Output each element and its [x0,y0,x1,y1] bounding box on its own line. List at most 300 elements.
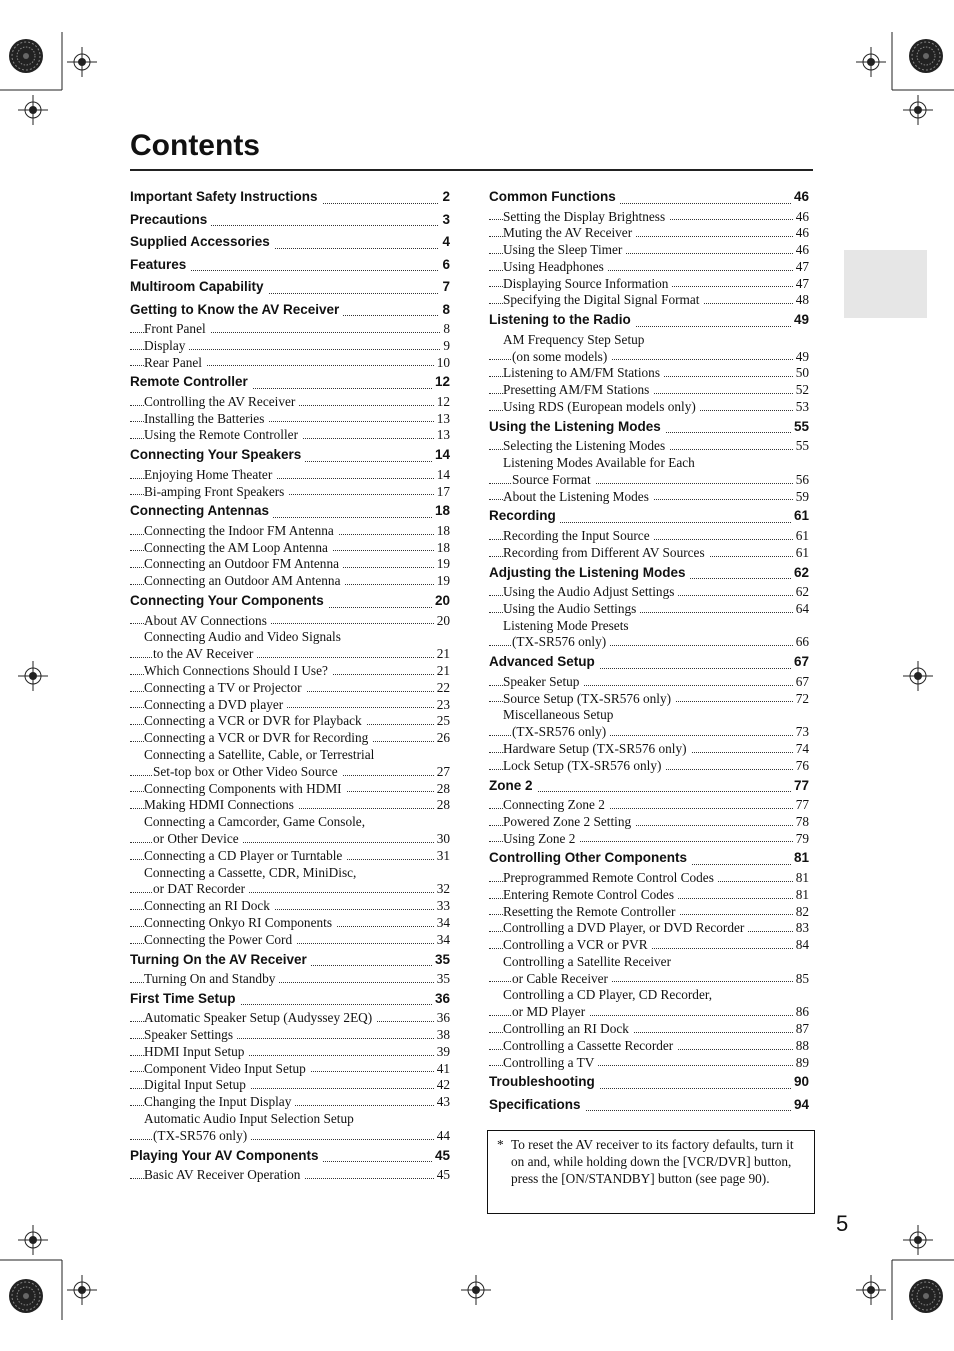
toc-subentry [130,971,450,988]
toc-entry-title: Digital Input Setup [144,1077,250,1092]
toc-subentry [130,394,450,411]
toc-entry-title: Recording [489,508,560,523]
toc-subentry [489,489,809,506]
toc-entry-page: 25 [434,713,450,730]
toc-subentry [489,242,809,259]
toc-entry-title: Front Panel [144,321,210,336]
toc-section-entry [489,416,809,439]
toc-section-entry [489,651,809,674]
toc-entry-title: Zone 2 [489,778,537,793]
toc-entry-title: Using the Audio Settings [503,601,640,616]
toc-section-entry [489,847,809,870]
toc-subentry [130,1027,450,1044]
toc-section-entry [489,309,809,332]
toc-section-entry [130,590,450,613]
toc-section-entry [130,254,450,277]
toc-subentry [489,831,809,848]
toc-entry-title: Connecting a CD Player or Turntable [144,848,346,863]
toc-entry-title: Connecting the AM Loop Antenna [144,540,332,555]
toc-entry-page: 18 [434,523,450,540]
toc-entry-title: Hardware Setup (TX-SR576 only) [503,741,691,756]
toc-subentry [489,584,809,601]
toc-entry-page: 49 [791,309,809,332]
toc-entry-page: 9 [440,338,450,355]
toc-section-entry [489,505,809,528]
toc-entry-title: Playing Your AV Components [130,1148,323,1163]
toc-entry-title: About AV Connections [144,613,271,628]
toc-section-entry [130,949,450,972]
toc-entry-page: 41 [434,1061,450,1078]
toc-subentry [489,365,809,382]
toc-section-entry [489,1094,809,1117]
toc-subentry [130,355,450,372]
toc-entry-page: 31 [434,848,450,865]
toc-subentry [489,225,809,242]
toc-entry-title: or Cable Receiver [512,971,612,986]
toc-entry-title: Listening Modes Available for Each [503,455,695,471]
toc-entry-page: 47 [793,276,809,293]
toc-entry-page: 26 [434,730,450,747]
toc-subentry [489,209,809,226]
toc-subentry [489,797,809,814]
toc-entry-page: 89 [793,1055,809,1072]
toc-entry-page: 38 [434,1027,450,1044]
toc-entry-title: (on some models) [512,349,611,364]
toc-right-column [489,186,809,1116]
toc-entry-title: Specifications [489,1097,585,1112]
crosshair-icon [903,95,933,125]
toc-entry-title: (TX-SR576 only) [153,1128,251,1143]
section-side-tab [844,250,927,318]
toc-entry-title: Connecting the Indoor FM Antenna [144,523,338,538]
toc-entry-page: 18 [434,540,450,557]
toc-entry-page: 7 [439,276,450,299]
toc-subentry [130,1094,450,1111]
toc-entry-page: 22 [434,680,450,697]
toc-entry-title: Troubleshooting [489,1074,599,1089]
toc-entry-title: Getting to Know the AV Receiver [130,302,343,317]
crosshair-icon [461,1275,491,1305]
toc-entry-title: Connecting a Camcorder, Game Console, [144,814,366,830]
toc-entry-page: 36 [432,988,450,1011]
toc-entry-title: Speaker Setup [503,674,583,689]
toc-subentry [130,523,450,540]
toc-entry-title: Recording the Input Source [503,528,654,543]
toc-entry-page: 28 [434,781,450,798]
toc-subentry [489,601,809,618]
toc-entry-page: 13 [434,427,450,444]
toc-section-entry [130,209,450,232]
toc-entry-title: Using Zone 2 [503,831,579,846]
toc-entry-page: 13 [434,411,450,428]
toc-subentry [489,887,809,904]
toc-subentry [489,438,809,455]
note-text: To reset the AV receiver to its factory defaults, turn it on and, while holding down the [VCR/DVR] button, press the [ON/STANDBY] button (see page 90). [511,1137,794,1186]
toc-subentry [489,292,809,309]
toc-entry-page: 49 [793,349,809,366]
toc-entry-title: Specifying the Digital Signal Format [503,292,703,307]
toc-entry-title: Basic AV Receiver Operation [144,1167,304,1182]
toc-entry-title: Entering Remote Control Codes [503,887,678,902]
reset-note-box [487,1130,815,1214]
toc-subentry [130,411,450,428]
toc-entry-title: Resetting the Remote Controller [503,904,679,919]
dot-leader [489,791,809,792]
toc-subentry [130,747,450,764]
toc-entry-page: 86 [793,1004,809,1021]
toc-entry-page: 46 [793,242,809,259]
crosshair-icon [856,47,886,77]
toc-entry-page: 17 [434,484,450,501]
toc-entry-title: Connecting an RI Dock [144,898,274,913]
toc-subentry [130,427,450,444]
toc-entry-title: Supplied Accessories [130,234,274,249]
toc-subentry [130,573,450,590]
toc-entry-title: Controlling a Satellite Receiver [503,953,672,969]
toc-entry-title: Connecting Antennas [130,503,273,518]
toc-subentry [489,904,809,921]
toc-entry-title: Connecting Components with HDMI [144,781,346,796]
page-title: Contents [130,129,260,162]
crosshair-icon [67,1275,97,1305]
toc-entry-page: 34 [434,932,450,949]
toc-entry-title: Turning On and Standby [144,971,279,986]
toc-entry-page: 53 [793,399,809,416]
toc-subentry [489,455,809,472]
toc-entry-page: 90 [791,1071,809,1094]
toc-entry-page: 85 [793,971,809,988]
toc-entry-title: Common Functions [489,189,620,204]
toc-entry-title: Presetting AM/FM Stations [503,382,653,397]
toc-entry-title: Source Format [512,472,595,487]
toc-subentry [130,646,450,663]
toc-entry-title: Enjoying Home Theater [144,467,276,482]
crosshair-icon [18,95,48,125]
toc-entry-page: 20 [434,613,450,630]
toc-subentry [130,1044,450,1061]
toc-entry-page: 61 [793,528,809,545]
toc-entry-page: 12 [434,394,450,411]
toc-entry-title: Connecting a Satellite, Cable, or Terrestrial [144,746,375,762]
crosshair-icon [18,661,48,691]
toc-entry-page: 20 [432,590,450,613]
toc-entry-page: 35 [434,971,450,988]
toc-entry-title: Controlling a Cassette Recorder [503,1038,677,1053]
toc-subentry [489,332,809,349]
toc-subentry [130,764,450,781]
crosshair-icon [903,1225,933,1255]
toc-entry-title: Using Headphones [503,259,608,274]
toc-section-entry [489,186,809,209]
toc-entry-title: Using the Audio Adjust Settings [503,584,678,599]
toc-subentry [130,1061,450,1078]
toc-entry-title: Advanced Setup [489,654,599,669]
toc-entry-title: Selecting the Listening Modes [503,438,669,453]
toc-subentry [489,1021,809,1038]
toc-entry-page: 84 [793,937,809,954]
toc-entry-title: Connecting Onkyo RI Components [144,915,336,930]
toc-section-entry [130,444,450,467]
toc-entry-title: Lock Setup (TX-SR576 only) [503,758,665,773]
toc-subentry [489,870,809,887]
toc-entry-page: 4 [439,231,450,254]
toc-entry-page: 19 [434,573,450,590]
toc-entry-page: 83 [793,920,809,937]
toc-entry-title: Connecting Audio and Video Signals [144,629,341,645]
toc-entry-page: 23 [434,697,450,714]
toc-section-entry [130,231,450,254]
toc-entry-page: 8 [440,321,450,338]
toc-section-entry [130,186,450,209]
page-number: 5 [836,1211,849,1236]
toc-entry-page: 81 [791,847,809,870]
toc-entry-title: Controlling a TV [503,1055,598,1070]
toc-entry-title: Connecting a VCR or DVR for Recording [144,730,372,745]
toc-entry-page: 55 [793,438,809,455]
toc-subentry [130,932,450,949]
toc-entry-title: Set-top box or Other Video Source [153,764,342,779]
toc-entry-page: 72 [793,691,809,708]
toc-entry-title: About the Listening Modes [503,489,653,504]
toc-subentry [130,1111,450,1128]
toc-subentry [130,881,450,898]
toc-subentry [489,399,809,416]
toc-entry-title: Connecting a VCR or DVR for Playback [144,713,366,728]
toc-subentry [489,634,809,651]
toc-entry-title: Automatic Speaker Setup (Audyssey 2EQ) [144,1010,376,1025]
toc-entry-page: 45 [434,1167,450,1184]
toc-entry-title: Listening to the Radio [489,312,635,327]
toc-entry-title: Listening to AM/FM Stations [503,365,664,380]
toc-subentry [130,697,450,714]
toc-subentry [130,1010,450,1027]
toc-left-column [130,186,450,1184]
toc-entry-title: or DAT Recorder [153,881,249,896]
toc-entry-title: Adjusting the Listening Modes [489,565,690,580]
toc-entry-page: 21 [434,646,450,663]
toc-entry-page: 67 [791,651,809,674]
toc-entry-title: HDMI Input Setup [144,1044,248,1059]
toc-entry-page: 43 [434,1094,450,1111]
toc-entry-page: 12 [432,371,450,394]
crosshair-icon [18,1225,48,1255]
toc-subentry [489,937,809,954]
toc-subentry [489,707,809,724]
toc-entry-page: 81 [793,887,809,904]
toc-entry-title: Recording from Different AV Sources [503,545,709,560]
registration-rosette-icon [9,39,43,73]
toc-subentry [489,724,809,741]
toc-entry-title: Connecting the Power Cord [144,932,296,947]
toc-entry-title: Display [144,338,189,353]
toc-entry-title: Connecting a Cassette, CDR, MiniDisc, [144,864,357,880]
toc-subentry [130,556,450,573]
toc-subentry [489,382,809,399]
toc-entry-title: AM Frequency Step Setup [503,331,645,347]
toc-entry-title: Rear Panel [144,355,206,370]
toc-entry-title: Controlling a VCR or PVR [503,937,652,952]
toc-entry-title: Turning On the AV Receiver [130,952,311,967]
toc-entry-page: 61 [791,505,809,528]
toc-entry-title: Bi-amping Front Speakers [144,484,288,499]
toc-entry-title: Controlling a CD Player, CD Recorder, [503,987,713,1003]
toc-entry-page: 73 [793,724,809,741]
toc-subentry [130,814,450,831]
toc-entry-title: Preprogrammed Remote Control Codes [503,870,718,885]
toc-subentry [489,971,809,988]
toc-entry-page: 46 [793,209,809,226]
toc-entry-title: Using the Sleep Timer [503,242,626,257]
toc-subentry [130,713,450,730]
toc-entry-title: Connecting Your Components [130,593,328,608]
toc-section-entry [130,371,450,394]
toc-subentry [489,954,809,971]
toc-subentry [130,467,450,484]
toc-entry-page: 82 [793,904,809,921]
toc-entry-title: Automatic Audio Input Selection Setup [144,1111,354,1127]
crosshair-icon [856,1275,886,1305]
toc-subentry [489,349,809,366]
toc-entry-title: Multiroom Capability [130,279,268,294]
toc-entry-title: Which Connections Should I Use? [144,663,332,678]
toc-subentry [489,1004,809,1021]
toc-entry-page: 62 [791,562,809,585]
toc-entry-page: 34 [434,915,450,932]
toc-entry-page: 77 [791,775,809,798]
toc-section-entry [489,562,809,585]
toc-entry-page: 66 [793,634,809,651]
toc-entry-page: 2 [439,186,450,209]
toc-entry-title: Connecting Zone 2 [503,797,609,812]
toc-entry-page: 56 [793,472,809,489]
toc-entry-page: 18 [432,500,450,523]
toc-entry-title: Displaying Source Information [503,276,672,291]
toc-entry-page: 64 [793,601,809,618]
toc-subentry [130,865,450,882]
toc-entry-page: 30 [434,831,450,848]
toc-entry-title: Important Safety Instructions [130,189,322,204]
toc-entry-title: Connecting a TV or Projector [144,680,306,695]
toc-entry-page: 44 [434,1128,450,1145]
toc-subentry [130,338,450,355]
toc-subentry [130,915,450,932]
toc-entry-title: Component Video Input Setup [144,1061,310,1076]
toc-entry-title: (TX-SR576 only) [512,724,610,739]
toc-entry-title: Connecting an Outdoor AM Antenna [144,573,344,588]
toc-entry-title: Installing the Batteries [144,411,268,426]
toc-section-entry [130,500,450,523]
toc-entry-page: 8 [439,299,450,322]
toc-subentry [489,618,809,635]
toc-entry-page: 6 [439,254,450,277]
toc-subentry [489,259,809,276]
toc-entry-page: 10 [434,355,450,372]
toc-entry-title: (TX-SR576 only) [512,634,610,649]
toc-entry-page: 33 [434,898,450,915]
toc-entry-page: 50 [793,365,809,382]
toc-entry-page: 76 [793,758,809,775]
toc-entry-title: Powered Zone 2 Setting [503,814,635,829]
toc-entry-title: First Time Setup [130,991,240,1006]
toc-entry-title: Controlling a DVD Player, or DVD Recorder [503,920,748,935]
toc-entry-title: Listening Mode Presets [503,617,629,633]
toc-entry-page: 78 [793,814,809,831]
toc-subentry [130,898,450,915]
toc-subentry [130,540,450,557]
toc-entry-page: 46 [793,225,809,242]
toc-entry-title: Remote Controller [130,374,252,389]
toc-subentry [489,758,809,775]
toc-entry-page: 28 [434,797,450,814]
toc-entry-title: Changing the Input Display [144,1094,295,1109]
toc-entry-page: 79 [793,831,809,848]
toc-entry-page: 14 [434,467,450,484]
crosshair-icon [903,661,933,691]
toc-entry-page: 87 [793,1021,809,1038]
toc-entry-page: 3 [439,209,450,232]
toc-entry-page: 62 [793,584,809,601]
toc-section-entry [489,775,809,798]
toc-entry-title: Making HDMI Connections [144,797,298,812]
toc-entry-title: Setting the Display Brightness [503,209,669,224]
title-divider [130,169,813,171]
toc-subentry [489,545,809,562]
toc-entry-page: 88 [793,1038,809,1055]
toc-entry-page: 14 [432,444,450,467]
toc-entry-page: 47 [793,259,809,276]
toc-subentry [130,781,450,798]
toc-entry-title: Using RDS (European models only) [503,399,700,414]
toc-entry-page: 74 [793,741,809,758]
toc-entry-page: 32 [434,881,450,898]
toc-subentry [489,1038,809,1055]
registration-rosette-icon [909,1279,943,1313]
registration-rosette-icon [909,39,943,73]
toc-subentry [130,663,450,680]
registration-rosette-icon [9,1279,43,1313]
toc-entry-page: 59 [793,489,809,506]
toc-entry-title: Connecting a DVD player [144,697,287,712]
toc-subentry [130,730,450,747]
toc-entry-page: 52 [793,382,809,399]
toc-subentry [130,1167,450,1184]
toc-subentry [130,629,450,646]
toc-entry-title: Muting the AV Receiver [503,225,636,240]
toc-entry-page: 48 [793,292,809,309]
toc-subentry [130,1128,450,1145]
toc-entry-page: 45 [432,1145,450,1168]
toc-section-entry [489,1071,809,1094]
toc-entry-page: 36 [434,1010,450,1027]
toc-entry-page: 94 [791,1094,809,1117]
toc-entry-title: Source Setup (TX-SR576 only) [503,691,675,706]
toc-entry-page: 67 [793,674,809,691]
toc-entry-title: Controlling the AV Receiver [144,394,299,409]
toc-subentry [489,814,809,831]
toc-entry-page: 61 [793,545,809,562]
toc-entry-title: Connecting Your Speakers [130,447,305,462]
toc-section-entry [130,1145,450,1168]
toc-entry-page: 21 [434,663,450,680]
toc-subentry [489,472,809,489]
toc-entry-page: 27 [434,764,450,781]
toc-entry-title: or MD Player [512,1004,589,1019]
toc-entry-page: 46 [791,186,809,209]
toc-entry-title: Connecting an Outdoor FM Antenna [144,556,343,571]
toc-subentry [130,831,450,848]
toc-subentry [130,680,450,697]
toc-entry-title: Speaker Settings [144,1027,237,1042]
